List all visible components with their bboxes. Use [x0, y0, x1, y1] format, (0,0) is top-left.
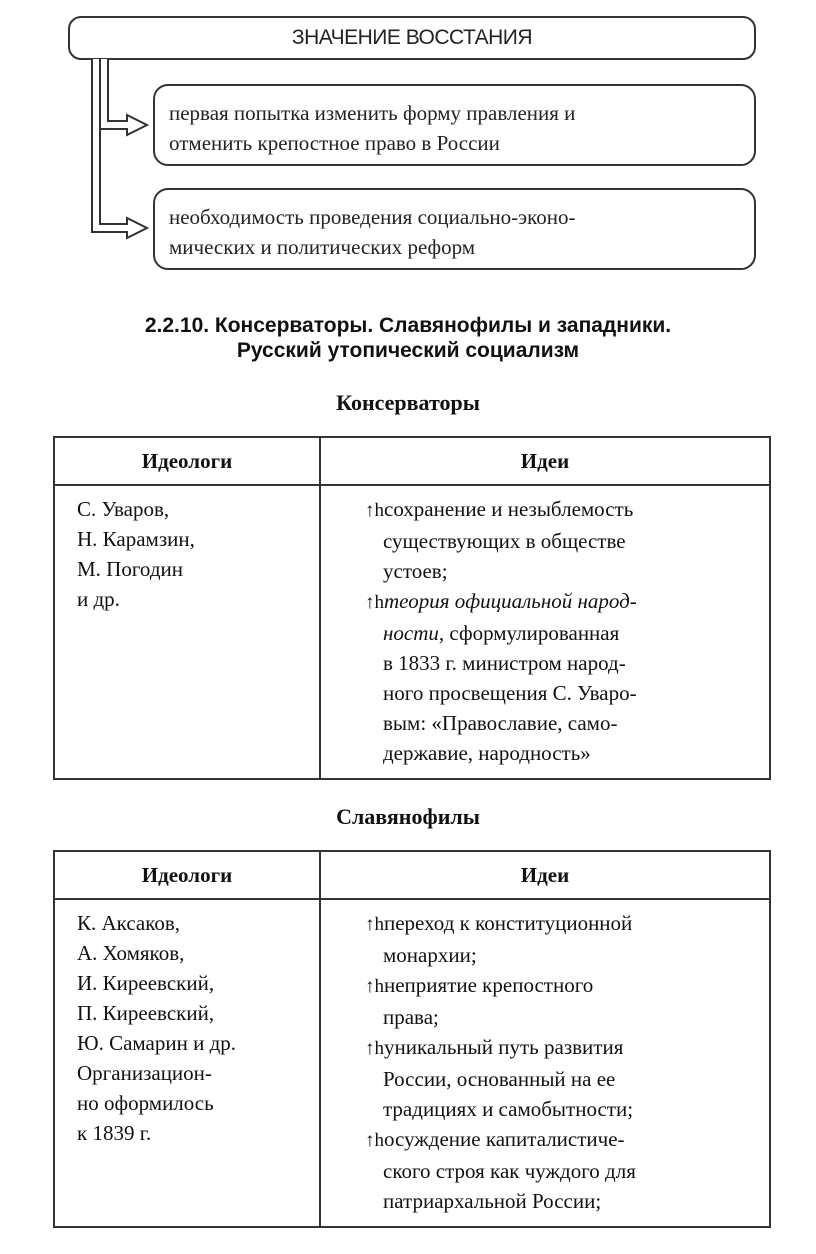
section-title-line-2: Русский утопический социализм — [236, 339, 580, 362]
name-item: К. Аксаков, — [77, 911, 181, 935]
idea-text: патриархальной России; — [383, 1189, 602, 1213]
section-title-line-1: 2.2.10. Консерваторы. Славянофилы и западники. — [144, 314, 672, 337]
name-item: и др. — [77, 587, 120, 611]
connector-inner — [100, 59, 147, 135]
idea-text: традициях и самобытности; — [383, 1097, 634, 1121]
idea-text: существующих в обществе — [383, 529, 626, 553]
idea-text: уникальный путь развития — [384, 1035, 624, 1059]
col-ideas-header: Идеи — [320, 851, 770, 899]
col-ideas-header: Идеи — [320, 437, 770, 485]
bullet-marker-icon: ↑h — [365, 1130, 384, 1151]
name-item: А. Хомяков, — [77, 941, 185, 965]
diagram-item-1-line-2: отменить крепостное право в России — [169, 131, 500, 155]
diagram-title: ЗНАЧЕНИЕ ВОССТАНИЯ — [291, 26, 533, 49]
idea-text: монархии; — [383, 943, 477, 967]
bullet-marker-icon: ↑h — [365, 914, 384, 935]
table-row — [54, 485, 770, 779]
bullet-marker-icon: ↑h — [365, 592, 384, 613]
idea-text: вым: «Православие, само- — [383, 711, 618, 735]
idea-text: державие, народность» — [383, 741, 591, 765]
idea-text: осуждение капиталистиче- — [384, 1127, 625, 1151]
name-item: к 1839 г. — [77, 1121, 152, 1145]
diagram-item-2-line-1: необходимость проведения социально-эконо- — [169, 205, 576, 229]
ideologists-cell — [54, 485, 320, 779]
conservatives-heading: Консерваторы — [336, 390, 480, 415]
idea-text: неприятие крепостного — [384, 973, 594, 997]
idea-text: переход к конституционной — [384, 911, 633, 935]
diagram-item-1-line-1: первая попытка изменить форму правления и — [169, 101, 576, 125]
ideas-cell — [320, 899, 770, 1227]
bullet-marker-icon: ↑h — [365, 1038, 384, 1059]
idea-text: России, основанный на ее — [383, 1067, 616, 1091]
table-row — [54, 899, 770, 1227]
idea-text-italic: ности — [383, 621, 439, 645]
col-ideologists-header: Идеологи — [54, 437, 320, 485]
idea-text: в 1833 г. министром народ- — [383, 651, 626, 675]
idea-text: ского строя как чуждого для — [383, 1159, 636, 1183]
diagram-item-2 — [153, 188, 756, 270]
name-item: П. Киреевский, — [77, 1001, 215, 1025]
name-item: Ю. Самарин и др. — [77, 1031, 237, 1055]
slavophiles-table — [53, 850, 771, 1228]
diagram-item-1 — [153, 84, 756, 166]
ideas-cell — [320, 485, 770, 779]
diagram-item-2-line-2: мических и политических реформ — [169, 235, 476, 259]
idea-text: теория официальной народ- — [384, 589, 637, 613]
name-item: Организацион- — [77, 1061, 212, 1085]
name-item: но оформилось — [77, 1091, 214, 1115]
idea-text: , сформулированная — [438, 621, 620, 645]
idea-text: сохранение и незыблемость — [384, 497, 634, 521]
conservatives-table — [53, 436, 771, 780]
col-ideologists-header: Идеологи — [54, 851, 320, 899]
name-item: И. Киреевский, — [77, 971, 215, 995]
bullet-marker-icon: ↑h — [365, 500, 384, 521]
idea-text: ного просвещения С. Уваро- — [383, 681, 637, 705]
name-item: М. Погодин — [77, 557, 183, 581]
slavophiles-heading: Славянофилы — [336, 804, 480, 829]
idea-text: устоев; — [383, 559, 448, 583]
ideologists-cell — [54, 899, 320, 1227]
bullet-marker-icon: ↑h — [365, 976, 384, 997]
name-item: С. Уваров, — [77, 497, 170, 521]
idea-text: права; — [383, 1005, 439, 1029]
name-item: Н. Карамзин, — [77, 527, 195, 551]
